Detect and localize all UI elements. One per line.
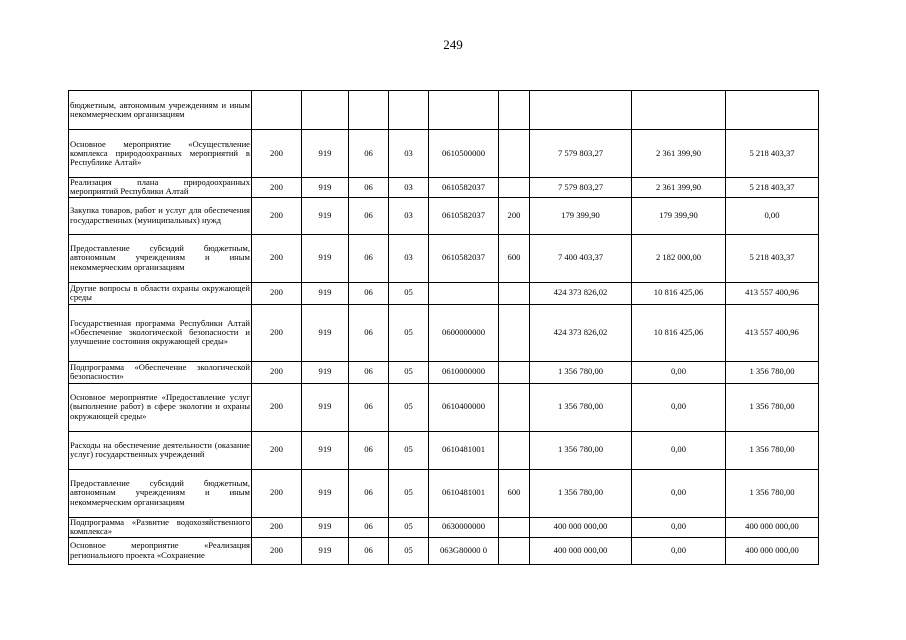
- target-article-cell: [429, 91, 499, 130]
- amount-col-3-cell: 0,00: [726, 197, 819, 234]
- amount-col-2-cell: 2 361 399,90: [632, 178, 726, 198]
- row-name-cell: бюджетным, автономным учреждениям и иным некоммерческим организациям: [69, 91, 252, 130]
- section-code-cell: 06: [349, 234, 389, 282]
- amount-col-2-cell: 2 182 000,00: [632, 234, 726, 282]
- amount-col-3-cell: 1 356 780,00: [726, 469, 819, 517]
- amount-col-3-cell: 5 218 403,37: [726, 130, 819, 178]
- admin-code-cell: 200: [252, 130, 302, 178]
- subsection-code-cell: 03: [389, 234, 429, 282]
- amount-col-3-cell: 1 356 780,00: [726, 431, 819, 469]
- expense-type-cell: [499, 361, 530, 383]
- ministry-code-cell: [302, 91, 349, 130]
- section-code-cell: 06: [349, 517, 389, 537]
- ministry-code-cell: 919: [302, 282, 349, 304]
- amount-col-3-cell: 413 557 400,96: [726, 282, 819, 304]
- ministry-code-cell: 919: [302, 197, 349, 234]
- subsection-code-cell: 05: [389, 517, 429, 537]
- target-article-cell: 0610400000: [429, 383, 499, 431]
- ministry-code-cell: 919: [302, 431, 349, 469]
- expense-type-cell: [499, 383, 530, 431]
- row-name-cell: Расходы на обеспечение деятельности (оказание услуг) государственных учреждений: [69, 431, 252, 469]
- target-article-cell: 0610481001: [429, 431, 499, 469]
- subsection-code-cell: 03: [389, 130, 429, 178]
- section-code-cell: 06: [349, 304, 389, 361]
- table-row: [69, 537, 819, 564]
- admin-code-cell: 200: [252, 517, 302, 537]
- total-amount-cell: 400 000 000,00: [530, 537, 632, 564]
- target-article-cell: 0610582037: [429, 234, 499, 282]
- row-name-cell: Основное мероприятие «Предоставление услуг (выполнение работ) в сфере экологии и охраны окружающей среды»: [69, 383, 252, 431]
- section-code-cell: 06: [349, 178, 389, 198]
- amount-col-2-cell: 10 816 425,06: [632, 304, 726, 361]
- ministry-code-cell: 919: [302, 383, 349, 431]
- table-row: [69, 304, 819, 361]
- subsection-code-cell: 05: [389, 383, 429, 431]
- total-amount-cell: 424 373 826,02: [530, 304, 632, 361]
- subsection-code-cell: 05: [389, 537, 429, 564]
- admin-code-cell: 200: [252, 431, 302, 469]
- admin-code-cell: 200: [252, 537, 302, 564]
- table-row: [69, 361, 819, 383]
- admin-code-cell: 200: [252, 282, 302, 304]
- ministry-code-cell: 919: [302, 361, 349, 383]
- admin-code-cell: 200: [252, 304, 302, 361]
- expense-type-cell: [499, 178, 530, 198]
- subsection-code-cell: [389, 91, 429, 130]
- subsection-code-cell: 03: [389, 197, 429, 234]
- target-article-cell: 0630000000: [429, 517, 499, 537]
- subsection-code-cell: 03: [389, 178, 429, 198]
- table-row: [69, 197, 819, 234]
- total-amount-cell: 1 356 780,00: [530, 361, 632, 383]
- row-name-cell: Предоставление субсидий бюджетным, автономным учреждениям и иным некоммерческим организациям: [69, 469, 252, 517]
- expense-type-cell: [499, 304, 530, 361]
- expense-type-cell: 600: [499, 234, 530, 282]
- ministry-code-cell: 919: [302, 469, 349, 517]
- budget-table: [68, 90, 819, 565]
- expense-type-cell: [499, 537, 530, 564]
- amount-col-2-cell: 0,00: [632, 383, 726, 431]
- expense-type-cell: 200: [499, 197, 530, 234]
- admin-code-cell: 200: [252, 469, 302, 517]
- ministry-code-cell: 919: [302, 517, 349, 537]
- amount-col-2-cell: 2 361 399,90: [632, 130, 726, 178]
- admin-code-cell: [252, 91, 302, 130]
- row-name-cell: Основное мероприятие «Реализация регионального проекта «Сохранение: [69, 537, 252, 564]
- target-article-cell: 0610481001: [429, 469, 499, 517]
- admin-code-cell: 200: [252, 178, 302, 198]
- amount-col-2-cell: 10 816 425,06: [632, 282, 726, 304]
- table-row: [69, 469, 819, 517]
- subsection-code-cell: 05: [389, 469, 429, 517]
- target-article-cell: 0610582037: [429, 178, 499, 198]
- total-amount-cell: 7 400 403,37: [530, 234, 632, 282]
- amount-col-3-cell: 413 557 400,96: [726, 304, 819, 361]
- row-name-cell: Подпрограмма «Развитие водохозяйственного комплекса»: [70, 517, 250, 537]
- page-number: 249: [443, 37, 463, 52]
- total-amount-cell: 1 356 780,00: [530, 469, 632, 517]
- target-article-cell: 0610582037: [429, 197, 499, 234]
- target-article-cell: 0610000000: [429, 361, 499, 383]
- expense-type-cell: [499, 282, 530, 304]
- amount-col-3-cell: 1 356 780,00: [726, 383, 819, 431]
- row-name-cell: Закупка товаров, работ и услуг для обеспечения государственных (муниципальных) нужд: [69, 197, 252, 234]
- expense-type-cell: 600: [499, 469, 530, 517]
- subsection-code-cell: 05: [389, 304, 429, 361]
- expense-type-cell: [499, 431, 530, 469]
- row-name-cell: Основное мероприятие «Осуществление комплекса природоохранных мероприятий в Республике Алтай»: [69, 130, 252, 178]
- amount-col-3-cell: 5 218 403,37: [726, 234, 819, 282]
- target-article-cell: [429, 282, 499, 304]
- amount-col-3-cell: 5 218 403,37: [726, 178, 819, 198]
- section-code-cell: 06: [349, 469, 389, 517]
- total-amount-cell: 179 399,90: [530, 197, 632, 234]
- section-code-cell: 06: [349, 282, 389, 304]
- amount-col-2-cell: 0,00: [632, 431, 726, 469]
- admin-code-cell: 200: [252, 234, 302, 282]
- table-row: [69, 130, 819, 178]
- expense-type-cell: [499, 517, 530, 537]
- section-code-cell: [349, 91, 389, 130]
- section-code-cell: 06: [349, 361, 389, 383]
- total-amount-cell: 424 373 826,02: [530, 282, 632, 304]
- admin-code-cell: 200: [252, 361, 302, 383]
- table-row: [69, 431, 819, 469]
- expense-type-cell: [499, 91, 530, 130]
- amount-col-2-cell: 0,00: [632, 361, 726, 383]
- section-code-cell: 06: [349, 537, 389, 564]
- total-amount-cell: 1 356 780,00: [530, 431, 632, 469]
- amount-col-3-cell: 400 000 000,00: [726, 517, 819, 537]
- amount-col-2-cell: 179 399,90: [632, 197, 726, 234]
- ministry-code-cell: 919: [302, 130, 349, 178]
- table-row: [69, 178, 819, 198]
- row-name-cell: Реализация плана природоохранных мероприятий Республики Алтай: [70, 177, 250, 197]
- section-code-cell: 06: [349, 431, 389, 469]
- total-amount-cell: 7 579 803,27: [530, 130, 632, 178]
- amount-col-3-cell: 400 000 000,00: [726, 537, 819, 564]
- amount-col-3-cell: 1 356 780,00: [726, 361, 819, 383]
- section-code-cell: 06: [349, 383, 389, 431]
- admin-code-cell: 200: [252, 383, 302, 431]
- target-article-cell: 0610500000: [429, 130, 499, 178]
- ministry-code-cell: 919: [302, 304, 349, 361]
- row-name-cell: Подпрограмма «Обеспечение экологической безопасности»: [70, 361, 250, 382]
- table-row: [69, 383, 819, 431]
- section-code-cell: 06: [349, 130, 389, 178]
- total-amount-cell: 400 000 000,00: [530, 517, 632, 537]
- ministry-code-cell: 919: [302, 178, 349, 198]
- table-row: [69, 282, 819, 304]
- expense-type-cell: [499, 130, 530, 178]
- section-code-cell: 06: [349, 197, 389, 234]
- total-amount-cell: [530, 91, 632, 130]
- admin-code-cell: 200: [252, 197, 302, 234]
- subsection-code-cell: 05: [389, 282, 429, 304]
- row-name-cell: Государственная программа Республики Алтай «Обеспечение экологической безопасности и улучшение состояния окружающей среды»: [69, 304, 252, 361]
- total-amount-cell: 7 579 803,27: [530, 178, 632, 198]
- subsection-code-cell: 05: [389, 361, 429, 383]
- amount-col-2-cell: 0,00: [632, 469, 726, 517]
- ministry-code-cell: 919: [302, 537, 349, 564]
- table-row: [69, 517, 819, 537]
- total-amount-cell: 1 356 780,00: [530, 383, 632, 431]
- table-row: [69, 91, 819, 130]
- amount-col-2-cell: 0,00: [632, 537, 726, 564]
- amount-col-2-cell: [632, 91, 726, 130]
- subsection-code-cell: 05: [389, 431, 429, 469]
- amount-col-2-cell: 0,00: [632, 517, 726, 537]
- target-article-cell: 063G80000 0: [429, 537, 499, 564]
- target-article-cell: 0600000000: [429, 304, 499, 361]
- row-name-cell: Предоставление субсидий бюджетным, автономным учреждениям и иным некоммерческим организациям: [69, 234, 252, 282]
- table-row: [69, 234, 819, 282]
- row-name-cell: Другие вопросы в области охраны окружающей среды: [70, 282, 250, 303]
- ministry-code-cell: 919: [302, 234, 349, 282]
- amount-col-3-cell: [726, 91, 819, 130]
